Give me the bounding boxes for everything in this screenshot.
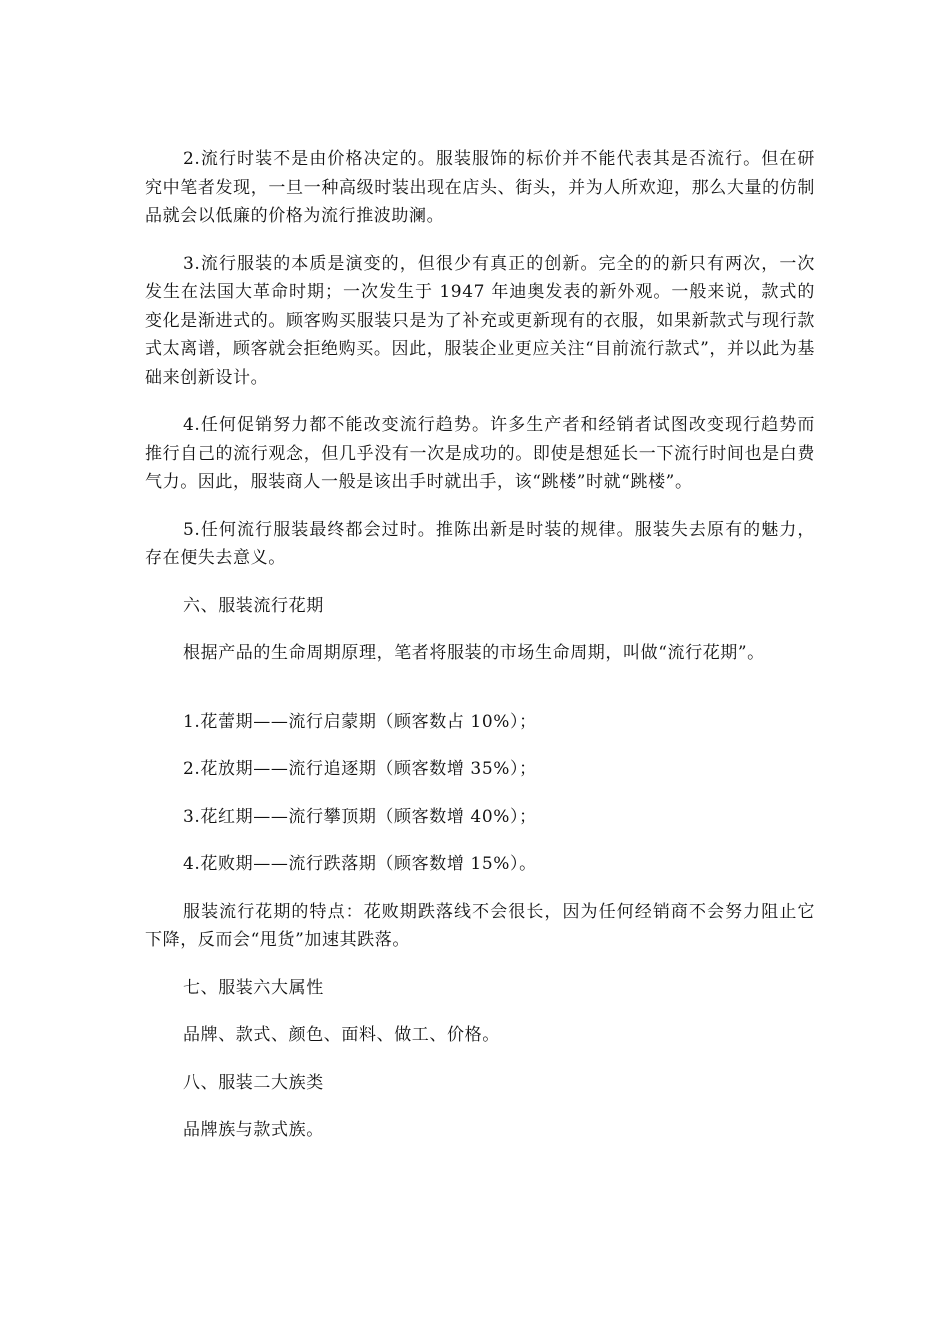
section-heading-8: 八、服装二大族类 (183, 1072, 324, 1093)
paragraph-point-5: 5.任何流行服装最终都会过时。推陈出新是时装的规律。服装失去原有的魅力，存在便失去意义。 (145, 519, 815, 568)
paragraph-attributes: 品牌、款式、颜色、面料、做工、价格。 (183, 1025, 500, 1045)
paragraph-point-3: 3.流行服装的本质是演变的，但很少有真正的创新。完全的的新只有两次，一次发生在法国大革命时期；一次发生于 1947 年迪奥发表的新外观。一般来说，款式的变化是渐进式的。顾客购买服装只是为了补充或更新现有的衣服，如果新款式与现行款式太离谱，顾客就会拒绝购买。因此，服装企业更应关注“目前流行款式”，并以此为基础来创新设计。 (145, 253, 815, 388)
section-heading-7: 七、服装六大属性 (183, 977, 324, 998)
paragraph-flowering-features: 服装流行花期的特点：花败期跌落线不会很长，因为任何经销商不会努力阻止它下降，反而会“甩货”加速其跌落。 (145, 901, 815, 950)
list-item-stage-4: 4.花败期——流行跌落期（顾客数增 15%）。 (183, 854, 537, 874)
paragraph-point-4: 4.任何促销努力都不能改变流行趋势。许多生产者和经销者试图改变现行趋势而推行自己的流行观念，但几乎没有一次是成功的。即使是想延长一下流行时间也是白费气力。因此，服装商人一般是该出手时就出手，该“跳楼”时就“跳楼”。 (145, 415, 815, 492)
paragraph-categories: 品牌族与款式族。 (183, 1120, 324, 1140)
list-item-stage-3: 3.花红期——流行攀顶期（顾客数增 40%）； (183, 806, 537, 827)
document-page (145, 145, 815, 1145)
paragraph-flowering-intro: 根据产品的生命周期原理，笔者将服装的市场生命周期，叫做“流行花期”。 (183, 643, 765, 663)
section-heading-6: 六、服装流行花期 (183, 595, 324, 616)
paragraph-point-2: 2.流行时装不是由价格决定的。服装服饰的标价并不能代表其是否流行。但在研究中笔者发现，一旦一种高级时装出现在店头、街头，并为人所欢迎，那么大量的仿制品就会以低廉的价格为流行推波助澜。 (145, 149, 815, 226)
list-item-stage-1: 1.花蕾期——流行启蒙期（顾客数占 10%）； (183, 711, 537, 732)
list-item-stage-2: 2.花放期——流行追逐期（顾客数增 35%）； (183, 759, 537, 779)
